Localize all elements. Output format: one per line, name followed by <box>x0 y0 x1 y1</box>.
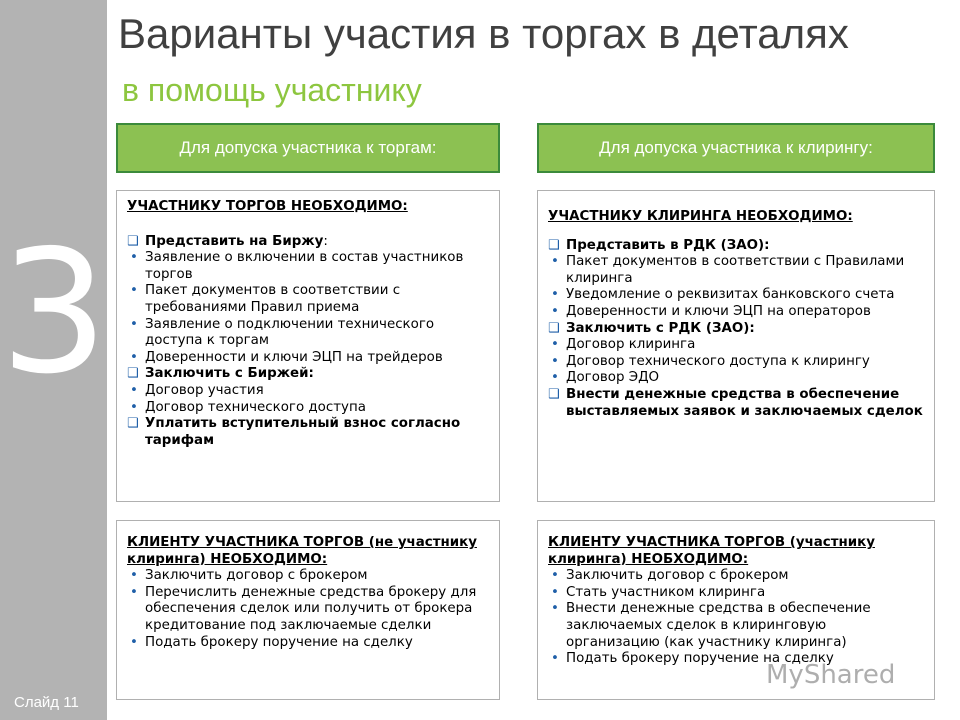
list-item: • Договор технического доступа <box>127 400 489 417</box>
list-item: • Доверенности и ключи ЭЦП на трейдеров <box>127 350 489 367</box>
list-item: ❑ Уплатить вступительный взнос согласно тарифам <box>127 416 489 449</box>
list-item: • Подать брокеру поручение на сделку <box>127 635 489 652</box>
requirements-list <box>548 568 924 668</box>
list-item: • Стать участником клиринга <box>548 585 924 602</box>
watermark-logo: MyShared <box>766 660 896 690</box>
list-item: ❑ Заключить с Биржей: <box>127 366 489 383</box>
list-item: ❑ Представить на Биржу: <box>127 234 489 251</box>
sidebar <box>0 0 107 720</box>
requirements-list <box>548 238 924 421</box>
list-item: ❑ Представить в РДК (ЗАО): <box>548 238 924 255</box>
list-item: • Договор ЭДО <box>548 370 924 387</box>
header-trading-access: Для допуска участника к торгам: <box>116 123 500 173</box>
list-item: • Уведомление о реквизитах банковского счета <box>548 287 924 304</box>
header-clearing-access: Для допуска участника к клирингу: <box>537 123 935 173</box>
list-item: • Договор технического доступа к клирингу <box>548 354 924 371</box>
list-item: • Заключить договор с брокером <box>548 568 924 585</box>
box-heading: КЛИЕНТУ УЧАСТНИКА ТОРГОВ (участнику клиринга) НЕОБХОДИМО: <box>548 535 875 567</box>
list-item: • Внести денежные средства в обеспечение заключаемых сделок в клиринговую организацию (как участнику клиринга) <box>548 601 924 651</box>
list-item: ❑ Внести денежные средства в обеспечение выставляемых заявок и заключаемых сделок <box>548 387 924 420</box>
list-item: • Пакет документов в соответствии с Правилами клиринга <box>548 254 924 287</box>
list-item: • Пакет документов в соответствии с требованиями Правил приема <box>127 283 489 316</box>
slide-subtitle: в помощь участнику <box>122 72 422 108</box>
list-item: • Заключить договор с брокером <box>127 568 489 585</box>
requirements-list <box>127 568 489 651</box>
slide-title: Варианты участия в торгах в деталях <box>118 10 849 57</box>
list-item: • Договор клиринга <box>548 337 924 354</box>
list-item: • Заявление о включении в состав участников торгов <box>127 250 489 283</box>
box-heading: УЧАСТНИКУ ТОРГОВ НЕОБХОДИМО: <box>127 199 408 214</box>
requirements-list <box>127 234 489 450</box>
list-item: ❑ Заключить с РДК (ЗАО): <box>548 321 924 338</box>
list-item: • Договор участия <box>127 383 489 400</box>
slide-number-label: Слайд 11 <box>14 694 79 711</box>
box-heading: КЛИЕНТУ УЧАСТНИКА ТОРГОВ (не участнику клиринга) НЕОБХОДИМО: <box>127 535 477 567</box>
box-heading: УЧАСТНИКУ КЛИРИНГА НЕОБХОДИМО: <box>548 209 853 224</box>
box-client-non-clearing <box>116 520 500 700</box>
box-clearing-participant <box>537 190 935 502</box>
list-item: • Заявление о подключении технического доступа к торгам <box>127 317 489 350</box>
box-trading-participant <box>116 190 500 502</box>
slide-section-number: 3 <box>0 214 109 412</box>
list-item: • Доверенности и ключи ЭЦП на операторов <box>548 304 924 321</box>
list-item: • Подать брокеру поручение на сделку <box>548 651 924 668</box>
list-item: • Перечислить денежные средства брокеру для обеспечения сделок или получить от брокера кредитование под заключаемые сделки <box>127 585 489 635</box>
